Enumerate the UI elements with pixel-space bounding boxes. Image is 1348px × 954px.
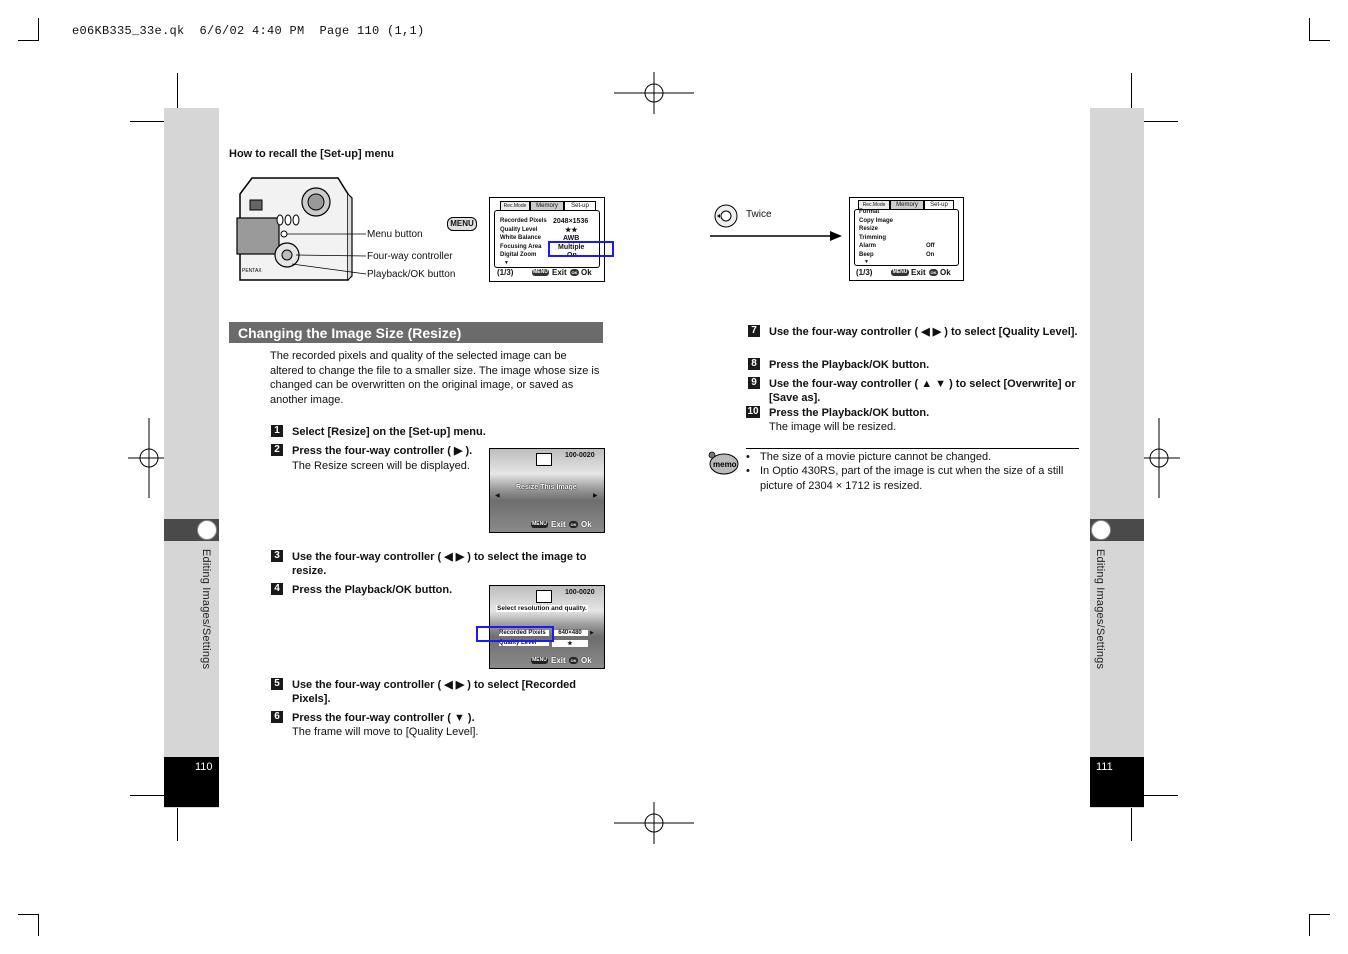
menu-row-value: On — [567, 252, 577, 259]
registration-mark-bottom — [614, 802, 694, 844]
resize-caption: Select resolution and quality. — [497, 605, 587, 612]
twice-label: Twice — [746, 209, 772, 220]
menu-page-indicator: (1/3) — [497, 268, 514, 277]
step-text: Select [Resize] on the [Set-up] menu. — [292, 426, 486, 438]
menu-page-indicator: (1/3) — [856, 268, 873, 277]
arrow-to-menu — [710, 229, 842, 243]
recall-heading: How to recall the [Set-up] menu — [229, 148, 395, 160]
menu-row-label: Resize — [859, 226, 879, 232]
left-page-number-box — [164, 757, 219, 807]
resize-row-value: 640×480 — [552, 630, 588, 636]
left-sidebar — [164, 108, 219, 808]
menu-row-value: Off — [926, 243, 935, 249]
menu-row-value: On — [926, 252, 935, 258]
memo-note: The size of a movie picture cannot be changed. — [760, 451, 992, 463]
menu-row-value: 2048×1536 — [553, 218, 589, 225]
step-number: 5 — [271, 678, 283, 690]
menu-tab-rec-mode: Rec.Mode — [500, 201, 530, 211]
memo-bullet: • — [746, 451, 750, 463]
menu-row-label: Digital Zoom — [500, 252, 537, 258]
section-intro: The recorded pixels and quality of the selected image can be altered to change the file to a smaller size. The image whose size is changed can be overwritten on the original image, or saved as another image. — [270, 350, 600, 406]
memo-bullet: • — [746, 465, 750, 477]
menu-ok-label: Ok — [581, 268, 592, 277]
menu-row-value: Multiple — [558, 244, 585, 251]
ok-key-icon: OK — [930, 270, 937, 275]
step-number: 8 — [748, 358, 760, 370]
registration-mark-right — [1138, 418, 1180, 498]
print-slug: e06KB335_33e.qk 6/6/02 4:40 PM Page 110 (1,1) — [72, 24, 425, 38]
menu-key-icon: MENU — [532, 657, 547, 663]
callout-playback-ok-button: Playback/OK button — [367, 269, 456, 280]
menu-exit-label: Exit — [911, 268, 926, 277]
menu-exit-label: Exit — [552, 268, 567, 277]
resize-icon — [536, 453, 552, 466]
menu-key-icon: MENU — [892, 269, 908, 275]
ok-key-icon: OK — [570, 658, 577, 663]
selection-highlight-frame — [476, 626, 554, 642]
step-number: 2 — [271, 444, 283, 456]
step-subtext: The Resize screen will be displayed. — [292, 460, 470, 472]
left-chapter-label: Editing Images/Settings — [200, 549, 212, 670]
section-title: Changing the Image Size (Resize) — [238, 325, 462, 341]
step-text: Press the Playback/OK button. — [292, 584, 453, 596]
menu-tab-rec-mode: Rec.Mode — [858, 200, 890, 210]
ok-key-icon: OK — [571, 270, 578, 275]
menu-key-icon: MENU — [532, 521, 547, 527]
menu-ok-label: Ok — [581, 656, 592, 665]
step-number: 1 — [271, 425, 283, 437]
menu-row-label: Recorded Pixels — [500, 218, 547, 224]
step-text: Press the Playback/OK button. — [769, 359, 930, 371]
resize-row-value: ★ — [552, 640, 588, 647]
menu-tab-memory: Memory — [530, 201, 564, 211]
menu-row-value: AWB — [563, 235, 580, 242]
memo-divider — [746, 448, 1079, 449]
resize-caption: Resize This Image — [516, 484, 577, 491]
scroll-right-icon: ▶ — [590, 630, 594, 636]
step-number: 7 — [748, 325, 760, 337]
svg-text:PENTAX: PENTAX — [242, 268, 262, 274]
memo-icon-label: memo — [713, 460, 737, 469]
step-number: 9 — [748, 377, 760, 389]
resize-icon — [536, 590, 552, 603]
menu-row-label: Copy Image — [859, 218, 894, 224]
menu-row-label: Trimming — [859, 235, 887, 241]
scroll-left-icon: ◀ — [495, 493, 500, 499]
left-page-number: 110 — [195, 761, 213, 773]
section-title-bar — [229, 322, 603, 343]
scroll-right-icon: ▶ — [593, 493, 598, 499]
resize-row-label: Quality Level — [499, 640, 549, 646]
registration-mark-top — [614, 72, 694, 114]
menu-tab-memory: Memory — [890, 200, 924, 210]
step-text: Press the four-way controller ( ▶ ). — [292, 445, 473, 457]
menu-exit-label: Exit — [551, 520, 566, 529]
step-text: Press the Playback/OK button. — [769, 407, 930, 419]
menu-row-label: White Balance — [500, 235, 542, 241]
selection-highlight-frame — [548, 241, 614, 257]
file-number: 100-0020 — [565, 589, 595, 596]
right-chapter-marker — [1091, 520, 1111, 540]
menu-row-label: Format — [859, 209, 880, 215]
menu-tab-setup: Set-up — [924, 200, 954, 210]
right-page-number-box — [1090, 757, 1144, 807]
step-number: 6 — [271, 711, 283, 723]
menu-row-label: Beep — [859, 252, 874, 258]
four-way-controller-icon — [714, 204, 738, 228]
step-number: 3 — [271, 550, 283, 562]
resize-screen-1 — [489, 448, 605, 533]
left-chapter-marker — [197, 520, 217, 540]
callout-four-way-controller: Four-way controller — [367, 251, 453, 262]
ok-key-icon: OK — [570, 522, 577, 527]
scroll-down-icon: ▼ — [504, 260, 509, 266]
step-number: 10 — [747, 406, 759, 417]
file-number: 100-0020 — [565, 452, 595, 459]
menu-row-label: Alarm — [859, 243, 877, 249]
step-number: 4 — [271, 583, 283, 595]
resize-row-label: Recorded Pixels — [499, 630, 549, 636]
menu-row-label: Focusing Area — [500, 244, 542, 250]
step-subtext: The image will be resized. — [769, 421, 897, 433]
setup-menu-screen-2 — [849, 197, 964, 281]
menu-tab-setup: Set-up — [564, 201, 596, 211]
menu-ok-label: Ok — [940, 268, 951, 277]
step-text: Use the four-way controller ( ◀ ▶ ) to select [Recorded Pixels]. — [292, 679, 577, 705]
memo-note: In Optio 430RS, part of the image is cut when the size of a still picture of 2304 × 1712 is resized. — [760, 465, 1064, 492]
callout-menu-button: Menu button — [367, 229, 423, 240]
right-page-number: 111 — [1096, 761, 1113, 773]
step-text: Use the four-way controller ( ◀ ▶ ) to select [Quality Level]. — [769, 326, 1078, 338]
menu-key-icon: MENU — [533, 269, 548, 275]
memo-icon — [707, 450, 739, 476]
menu-ok-label: Ok — [581, 520, 592, 529]
step-text: Use the four-way controller ( ▲ ▼ ) to select [Overwrite] or [Save as]. — [769, 378, 1076, 404]
menu-exit-label: Exit — [551, 656, 566, 665]
menu-key-icon: MENU — [447, 217, 477, 231]
step-text: Press the four-way controller ( ▼ ). — [292, 712, 475, 724]
scroll-down-icon: ▼ — [864, 259, 869, 265]
setup-menu-screen-1 — [489, 197, 605, 282]
right-sidebar — [1090, 108, 1144, 808]
menu-row-value: ★★ — [565, 227, 578, 234]
step-subtext: The frame will move to [Quality Level]. — [292, 726, 479, 738]
step-text: Use the four-way controller ( ◀ ▶ ) to select the image to resize. — [292, 551, 587, 577]
menu-row-label: Quality Level — [500, 227, 538, 233]
right-chapter-label: Editing Images/Settings — [1094, 549, 1106, 670]
